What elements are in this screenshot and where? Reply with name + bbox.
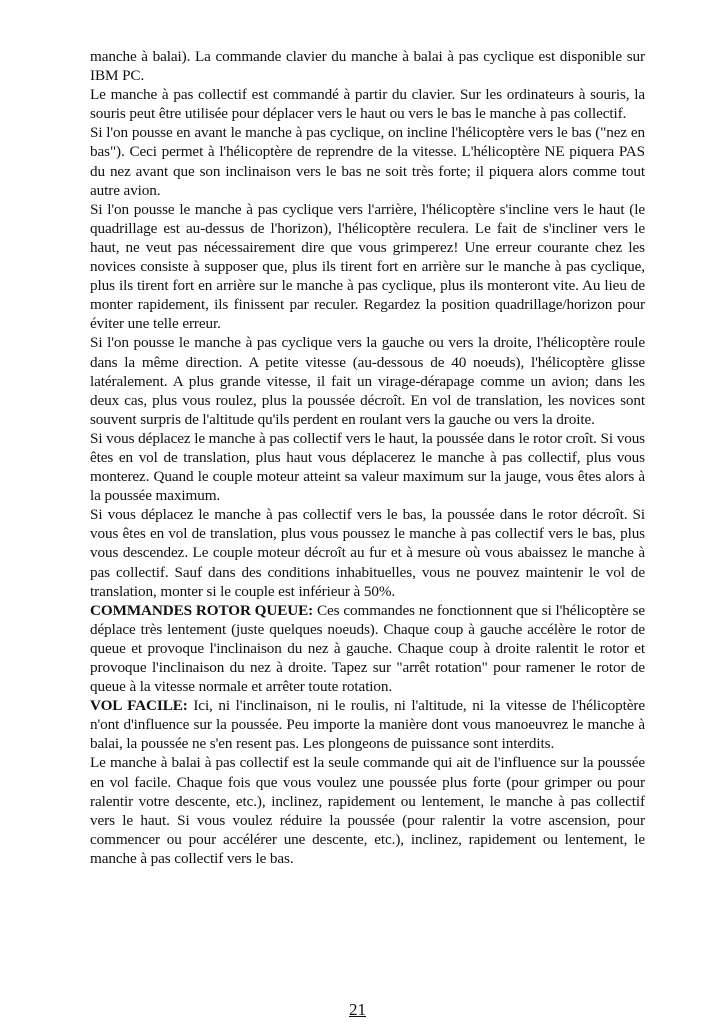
paragraph-3 [90,123,645,199]
paragraph-text: Ici, ni l'inclinaison, ni le roulis, ni l'altitude, ni la vitesse de l'hélicoptère n'ont d'influence sur la poussée. Peu importe la manière dont vous manoeuvrez le manche à balai, la poussée ne s'en resent pas. Les plongeons de puissance sont interdits. [90,697,646,753]
paragraph-text: Si l'on pousse le manche à pas cyclique vers l'arrière, l'hélicoptère s'incline vers le haut (le quadrillage est au-dessus de l'horizon), l'hélicoptère reculera. Le fait de s'incliner vers le haut, ne veut pas nécessairement dire que vous grimperez! Une erreur courante chez les novices consiste à supposer que, plus ils tirent fort en arrière sur le manche à pas cyclique, plus ils tirent fort en arrière sur le manche à pas cyclique, plus ils monteront vite. Au lieu de monter rapidement, ils finissent par reculer. Regardez la position quadrillage/horizon pour éviter une telle erreur. [90,200,645,333]
paragraph-text: manche à balai). La commande clavier du manche à balai à pas cyclique est disponible sur IBM PC. [90,48,645,85]
paragraph-text: Ces commandes ne fonctionnent que si l'hélicoptère se déplace très lentement (juste quelques noeuds). Chaque coup à gauche accélère le rotor de queue et provoque l'inclinaison du nez à gauche. Chaque coup à droite ralentit le rotor et provoque l'inclinaison du nez à droite. Tapez sur "arrêt rotation" pour ramener le rotor de queue à la vitesse normale et arrêter toute rotation. [90,601,645,696]
paragraph-4 [90,200,645,334]
body-text [90,47,645,868]
section-heading-rotor-queue: COMMANDES ROTOR QUEUE: [90,601,314,619]
paragraph-6 [90,429,645,505]
paragraph-7 [90,505,645,600]
page-number: 21 [349,1000,366,1019]
paragraph-text: Si vous déplacez le manche à pas collectif vers le bas, la poussée dans le rotor décroît. Si vous êtes en vol de translation, plus vous poussez le manche à pas collectif vers le bas, plus vous descendez. Le couple moteur décroît au fur et à mesure où vous abaissez le manche à pas collectif. Sauf dans des conditions inhabituelles, vous ne pouvez maintenir le vol de translation, monter si le couple est inférieur à 50%. [90,506,645,600]
paragraph-text: Si l'on pousse le manche à pas cyclique vers la gauche ou vers la droite, l'hélicoptère roule dans la même direction. A petite vitesse (au-dessous de 40 noeuds), l'hélicoptère glisse latéralement. A plus grande vitesse, il fait un virage-dérapage comme un avion; dans les deux cas, plus vous roulez, plus la poussée décroît. En vol de translation, les novices sont souvent surpris de l'altitude qu'ils perdent en roulant vers la gauche ou vers la droite. [90,334,645,428]
paragraph-text: Le manche à balai à pas collectif est la seule commande qui ait de l'influence sur la poussée en vol facile. Chaque fois que vous voulez une poussée plus forte (pour grimper ou pour ralentir votre descente, etc.), inclinez, rapidement ou lentement, le manche à pas collectif vers le haut. Si vous voulez réduire la poussée (pour ralentir la votre ascension, pour commencer ou pour accélérer une descente, etc.), inclinez, rapidement ou lentement, le manche à pas collectif vers le bas. [90,754,645,867]
paragraph-text: Si vous déplacez le manche à pas collectif vers le haut, la poussée dans le rotor croît. Si vous êtes en vol de translation, plus haut vous déplacerez le manche à pas collectif, plus vous monterez. Quand le couple moteur atteint sa valeur maximum sur la jauge, vous êtes alors à la poussée maximum. [90,429,645,505]
paragraph-1 [90,47,645,85]
paragraph-text: Le manche à pas collectif est commandé à partir du clavier. Sur les ordinateurs à souris, la souris peut être utilisée pour déplacer vers le haut ou vers le bas le manche à pas collectif. [90,86,645,123]
paragraph-9 [90,696,645,753]
section-heading-vol-facile: VOL FACILE: [90,697,188,715]
paragraph-2 [90,85,645,123]
paragraph-5 [90,333,645,428]
paragraph-10 [90,753,645,868]
paragraph-8 [90,601,645,696]
paragraph-text: Si l'on pousse en avant le manche à pas cyclique, on incline l'hélicoptère vers le bas ("nez en bas"). Ceci permet à l'hélicoptère de reprendre de la vitesse. L'hélicoptère NE piquera PAS du nez avant que son inclinaison vers le bas ne soit très forte; il piquera alors comme tout autre avion. [90,124,645,199]
